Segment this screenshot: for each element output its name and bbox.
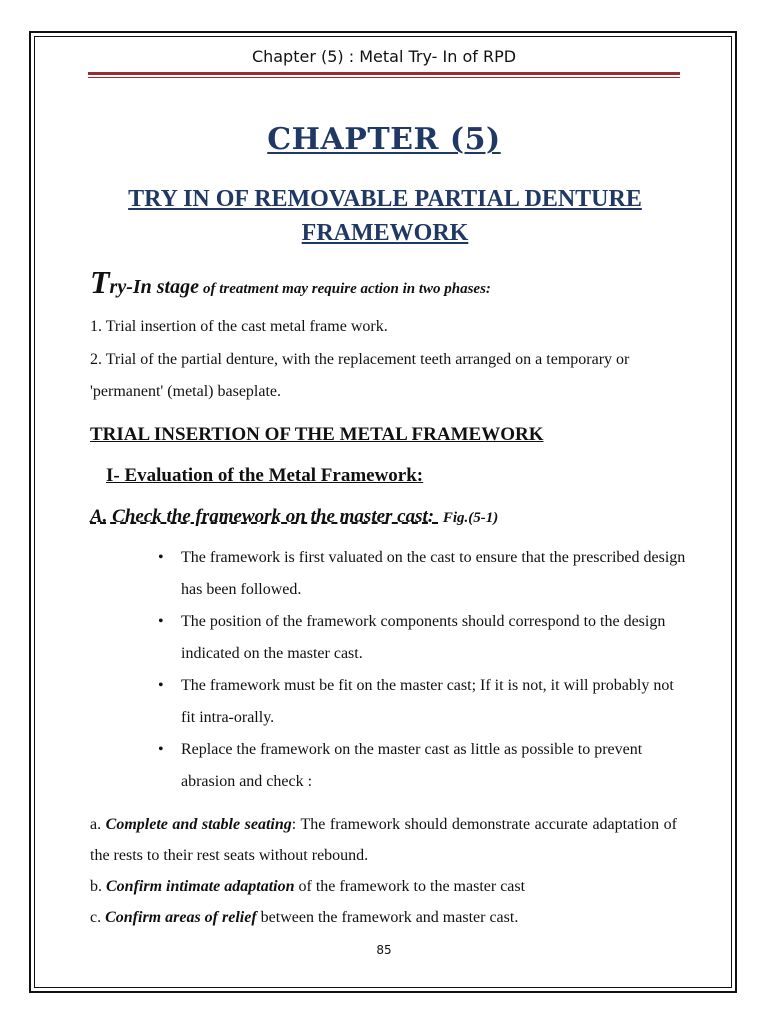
bullet-text: The framework is first valuated on the cast to ensure that the prescribed design has been followed.: [181, 549, 686, 598]
bullet-icon: •: [158, 741, 164, 758]
subsection-heading: I- Evaluation of the Metal Framework:: [106, 465, 424, 486]
header-rule: [88, 72, 680, 75]
chapter-subtitle: TRY IN OF REMOVABLE PARTIAL DENTURE FRAMEWORK: [128, 186, 642, 246]
bullet-icon: •: [158, 677, 164, 694]
list-item: [156, 670, 686, 734]
bullet-text: The framework must be fit on the master cast; If it is not, it will probably not fit intra-orally.: [181, 677, 674, 726]
check-b-prefix: b.: [90, 878, 106, 895]
list-item: [156, 734, 686, 798]
check-bullet-list: [156, 542, 686, 798]
figure-reference: Fig.(5-1): [442, 510, 499, 526]
check-c-prefix: c.: [90, 909, 106, 926]
bullet-text: The position of the framework components should correspond to the design indicated on the master cast.: [181, 613, 666, 662]
chapter-title: CHAPTER (5): [267, 122, 501, 157]
intro-line: [90, 264, 690, 301]
list-item: [156, 606, 686, 670]
check-b-term: Confirm intimate adaptation: [106, 878, 295, 895]
check-item-b: [90, 871, 680, 902]
bullet-icon: •: [158, 613, 164, 630]
check-c-term: Confirm areas of relief: [105, 909, 257, 926]
phase-1: 1. Trial insertion of the cast metal frame work.: [90, 318, 388, 335]
intro-drop-letter: T: [90, 264, 110, 300]
page-number: 85: [376, 943, 392, 957]
phase-2: 2. Trial of the partial denture, with the replacement teeth arranged on a temporary or 'permanent' (metal) baseplate.: [90, 351, 630, 400]
intro-stage: ry-In stage: [109, 276, 199, 298]
bullet-text: Replace the framework on the master cast as little as possible to prevent abrasion and check :: [181, 741, 643, 790]
check-heading-text: A. Check the framework on the master cast:: [90, 506, 439, 527]
check-item-a: [90, 809, 677, 871]
intro-rest: of treatment may require action in two phases:: [203, 281, 491, 297]
section-heading: TRIAL INSERTION OF THE METAL FRAMEWORK: [90, 424, 544, 445]
header-rule-thin: [88, 77, 680, 78]
running-header: Chapter (5) : Metal Try- In of RPD: [251, 47, 517, 66]
list-item: [156, 542, 686, 606]
check-item-c: [90, 902, 680, 933]
check-heading: [90, 506, 498, 528]
check-c-text: between the framework and master cast.: [256, 909, 519, 926]
bullet-icon: •: [158, 549, 164, 566]
check-b-text: of the framework to the master cast: [294, 878, 526, 895]
check-a-prefix: a.: [90, 816, 106, 833]
check-a-text: : The framework should demonstrate accurate adaptation of the rests to their rest seats without rebound.: [90, 816, 677, 864]
check-a-term: Complete and stable seating: [105, 816, 292, 833]
